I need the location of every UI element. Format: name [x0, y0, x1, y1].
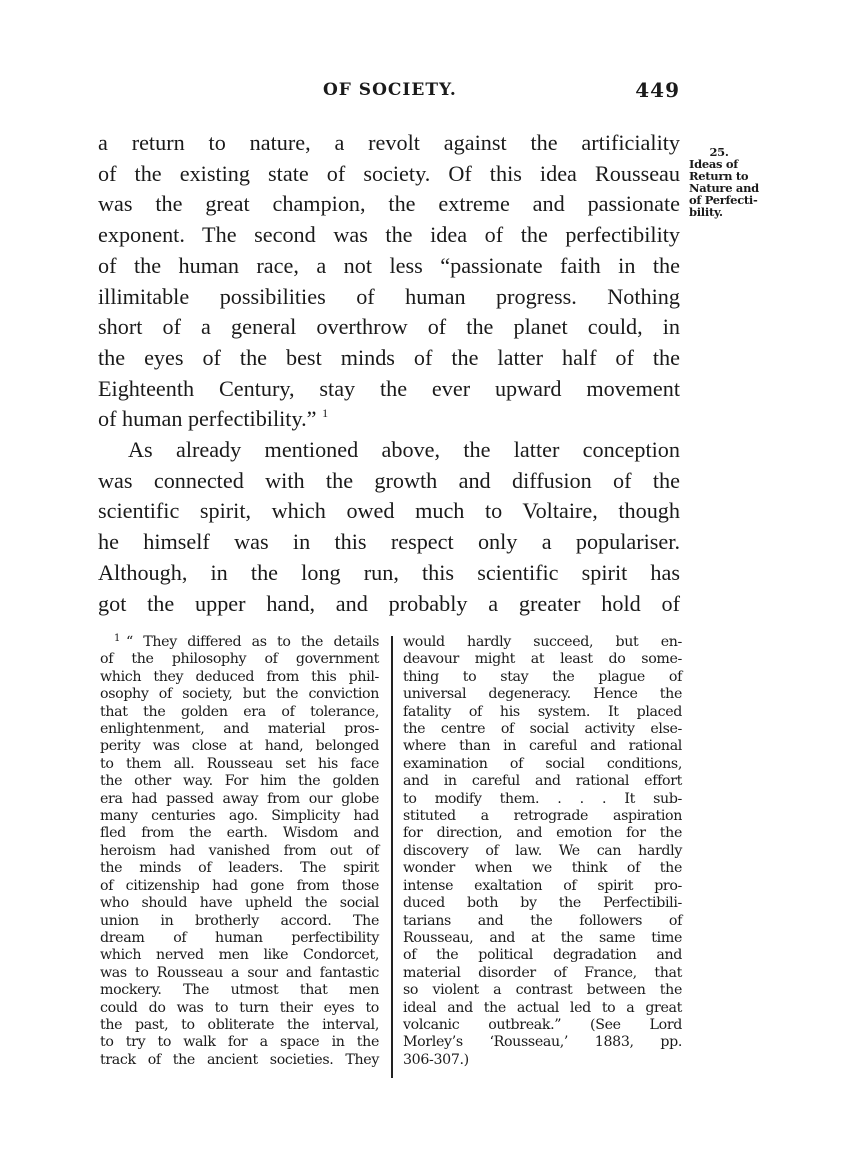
line-text: Eighteenth Century, stay the ever upward movement	[98, 375, 680, 401]
footnote-column-left	[100, 634, 379, 1069]
body-line	[98, 404, 680, 435]
line-text: where than in careful and rational	[403, 738, 682, 755]
body-line	[98, 312, 680, 343]
line-text: volcanic outbreak.” (See Lord	[403, 1016, 682, 1033]
line-text: mockery. The utmost that men	[100, 982, 379, 999]
footnote-line	[100, 651, 379, 668]
footnote-line	[403, 773, 682, 790]
line-text: scientific spirit, which owed much to Voltaire, though	[98, 498, 680, 524]
footnote-line	[100, 773, 379, 790]
footnote-line	[403, 669, 682, 686]
footnote-line	[100, 756, 379, 773]
body-line	[98, 343, 680, 374]
margin-note-line: Ideas of	[689, 157, 738, 171]
line-text: would hardly succeed, but en-	[403, 634, 682, 650]
footnote-line	[403, 965, 682, 982]
line-text: tarians and the followers of	[403, 912, 682, 929]
footnote-line	[403, 913, 682, 930]
line-text: the other way. For him the golden	[100, 773, 379, 790]
footnote-line	[403, 738, 682, 755]
footnote-line	[403, 634, 682, 651]
line-text: of human perfectibility.”	[98, 406, 317, 432]
line-text: dream of human perfectibility	[100, 929, 379, 946]
footnote-column-right	[403, 634, 682, 1069]
footnote-line	[100, 686, 379, 703]
body-line	[98, 527, 680, 558]
line-text: discovery of law. We can hardly	[403, 842, 682, 859]
running-title: OF SOCIETY.	[323, 80, 457, 100]
line-text: got the upper hand, and probably a greater hold of	[98, 590, 680, 616]
footnote-line	[100, 965, 379, 982]
line-text: As already mentioned above, the latter conception	[128, 437, 680, 463]
line-text: illimitable possibilities of human progress. Nothing	[98, 283, 680, 309]
footnote-marker: 1	[114, 633, 121, 644]
footnote-line	[100, 791, 379, 808]
line-text: material disorder of France, that	[403, 964, 682, 981]
footnote-line	[403, 843, 682, 860]
footnote-line	[403, 704, 682, 721]
line-text: the centre of social activity else-	[403, 721, 682, 738]
line-text: duced both by the Perfectibili-	[403, 895, 682, 912]
line-text: of the existing state of society. Of this idea Rousseau	[98, 160, 680, 186]
footnote-line	[100, 704, 379, 721]
footnote-line	[403, 756, 682, 773]
footnote-line	[100, 825, 379, 842]
paragraph-1	[98, 128, 680, 435]
line-text: stituted a retrograde aspiration	[403, 808, 682, 825]
line-text: Rousseau, and at the same time	[403, 929, 682, 946]
line-text: could do was to turn their eyes to	[100, 999, 379, 1016]
line-text: era had passed away from our globe	[100, 790, 379, 807]
footnote-line	[100, 1052, 379, 1069]
footnote-line	[100, 1034, 379, 1051]
line-text: heroism had vanished from out of	[100, 842, 379, 859]
line-text: and in careful and rational effort	[403, 773, 682, 790]
line-text: fatality of his system. It placed	[403, 703, 682, 720]
footnote-line	[100, 913, 379, 930]
footnote-line	[403, 686, 682, 703]
line-text: to them all. Rousseau set his face	[100, 755, 379, 772]
line-text: track of the ancient societies. They	[100, 1051, 379, 1068]
line-text: union in brotherly accord. The	[100, 912, 379, 929]
footnote-line	[403, 651, 682, 668]
footnote-line	[403, 947, 682, 964]
line-text: the eyes of the best minds of the latter half of the	[98, 344, 680, 370]
footnote-line	[100, 669, 379, 686]
footnote-line	[100, 860, 379, 877]
footnote-line	[100, 982, 379, 999]
column-divider	[391, 636, 393, 1078]
footnote-line	[403, 878, 682, 895]
line-text: of the human race, a not less “passionate faith in the	[98, 252, 680, 278]
margin-note	[689, 146, 799, 218]
section-number: 25.	[709, 145, 729, 159]
footnote-reference[interactable]: 1	[322, 406, 329, 421]
footnote-line	[100, 634, 379, 651]
line-text: Although, in the long run, this scientific spirit has	[98, 559, 680, 585]
line-text: thing to stay the plague of	[403, 668, 682, 685]
margin-note-line: Nature and	[689, 181, 759, 195]
footnote-line	[403, 721, 682, 738]
footnote-line	[403, 860, 682, 877]
line-text: of the political degradation and	[403, 947, 682, 964]
body-line	[98, 374, 680, 405]
footnote-line	[403, 930, 682, 947]
body-line	[98, 220, 680, 251]
body-line	[98, 251, 680, 282]
footnote-line	[403, 1000, 682, 1017]
line-text: the minds of leaders. The spirit	[100, 860, 379, 877]
footnote-line	[403, 808, 682, 825]
footnote-line	[100, 1000, 379, 1017]
footnote-line	[100, 930, 379, 947]
footnote-line	[403, 791, 682, 808]
line-text: ideal and the actual led to a great	[403, 999, 682, 1016]
margin-note-line: bility.	[689, 205, 723, 219]
line-text: “ They differed as to the details	[126, 634, 379, 650]
line-text: was connected with the growth and diffusion of the	[98, 467, 680, 493]
paragraph-2	[98, 435, 680, 619]
line-text: which nerved men like Condorcet,	[100, 947, 379, 964]
line-text: of the philosophy of government	[100, 651, 379, 668]
line-text: many centuries ago. Simplicity had	[100, 808, 379, 825]
line-text: that the golden era of tolerance,	[100, 703, 379, 720]
running-head	[98, 80, 680, 110]
footnote-line	[100, 947, 379, 964]
line-text: perity was close at hand, belonged	[100, 738, 379, 755]
body-line	[98, 282, 680, 313]
body-line	[98, 189, 680, 220]
footnote-line	[100, 808, 379, 825]
footnote-line	[100, 878, 379, 895]
line-text: wonder when we think of the	[403, 860, 682, 877]
line-text: who should have upheld the social	[100, 895, 379, 912]
line-text: deavour might at least do some-	[403, 651, 682, 668]
body-line	[98, 558, 680, 589]
margin-note-line: Return to	[689, 169, 749, 183]
footnote-line	[100, 1017, 379, 1034]
footnote-line	[403, 895, 682, 912]
footnote-line	[403, 1017, 682, 1034]
line-text: short of a general overthrow of the planet could, in	[98, 314, 680, 340]
line-text: a return to nature, a revolt against the artificiality	[98, 130, 680, 155]
body-line	[98, 435, 680, 466]
line-text: to try to walk for a space in the	[100, 1034, 379, 1051]
footnote-line	[403, 982, 682, 999]
margin-note-text	[689, 158, 799, 218]
line-text: universal degeneracy. Hence the	[403, 686, 682, 703]
footnote-line	[403, 1052, 682, 1069]
line-text: for direction, and emotion for the	[403, 825, 682, 842]
line-text: was to Rousseau a sour and fantastic	[100, 964, 379, 981]
line-text: which they deduced from this phil-	[100, 668, 379, 685]
body-line	[98, 128, 680, 159]
line-text: he himself was in this respect only a populariser.	[98, 529, 680, 555]
margin-note-line: of Perfecti-	[689, 193, 758, 207]
line-text: intense exaltation of spirit pro-	[403, 877, 682, 894]
body-line	[98, 589, 680, 620]
footnote-line	[100, 721, 379, 738]
main-text	[98, 128, 680, 619]
line-text: so violent a contrast between the	[403, 982, 682, 999]
line-text: examination of social conditions,	[403, 755, 682, 772]
line-text: Morley’s ‘Rousseau,’ 1883, pp.	[403, 1034, 682, 1051]
line-text: to modify them. . . . It sub-	[403, 790, 682, 807]
line-text: of citizenship had gone from those	[100, 877, 379, 894]
line-text: osophy of society, but the conviction	[100, 686, 379, 703]
footnote-line	[100, 895, 379, 912]
line-text: exponent. The second was the idea of the perfectibility	[98, 222, 680, 248]
line-text: was the great champion, the extreme and passionate	[98, 191, 680, 217]
body-line	[98, 159, 680, 190]
line-text: enlightenment, and material pros-	[100, 721, 379, 738]
line-text: the past, to obliterate the interval,	[100, 1016, 379, 1033]
footnote-line	[403, 825, 682, 842]
line-text: 306-307.)	[403, 1051, 469, 1068]
footnote-line	[100, 843, 379, 860]
footnote-line	[100, 738, 379, 755]
body-line	[98, 466, 680, 497]
footnote-line	[403, 1034, 682, 1051]
body-line	[98, 496, 680, 527]
line-text: fled from the earth. Wisdom and	[100, 825, 379, 842]
page-number: 449	[635, 78, 680, 102]
